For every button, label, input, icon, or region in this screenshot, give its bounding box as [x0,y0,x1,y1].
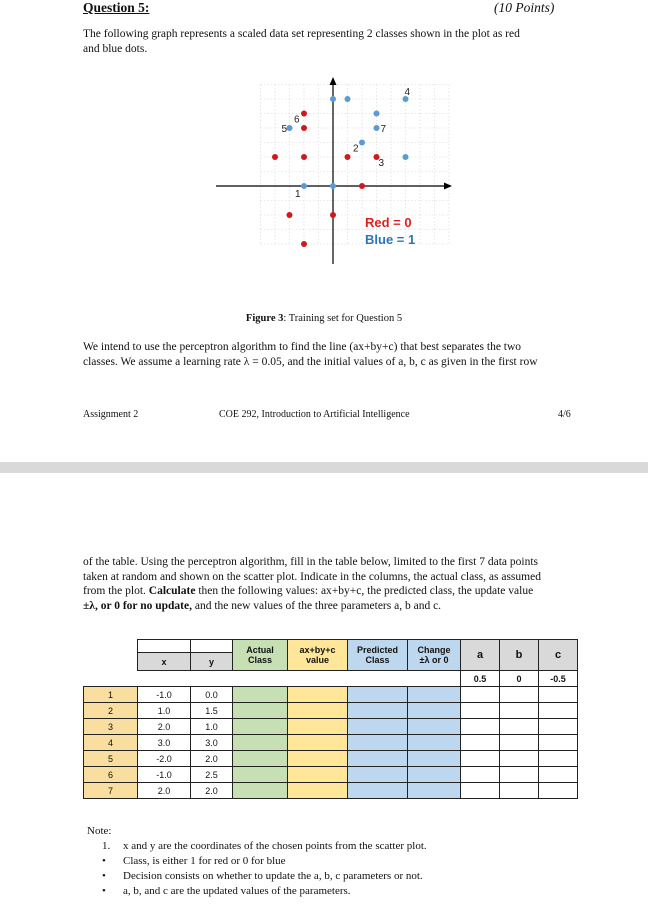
point-label-7: 7 [380,124,387,135]
table-header-row [84,640,578,653]
cell-value[interactable] [288,783,348,799]
initial-blank-idx [84,671,138,687]
cell-a[interactable] [461,735,500,751]
body2-line-3-bold: Calculate [148,585,196,597]
question-points: (10 Points) [494,0,555,15]
point-blue-12 [345,96,351,102]
point-blue-14 [359,140,365,146]
question-title: Question 5: [83,0,150,15]
point-red-15 [359,183,365,189]
cell-predicted-class[interactable] [348,703,408,719]
cell-x: 2.0 [138,783,191,799]
cell-actual-class[interactable] [233,767,288,783]
body2-line-4 [83,599,541,614]
legend-blue: Blue = 1 [365,232,416,247]
cell-change[interactable] [408,735,461,751]
body2-line-3-pre: from the plot. [83,585,149,597]
body2-line-3-post: then the following values: ax+by+c, the predicted class, the update value [195,585,534,597]
point-red-5 [301,154,307,160]
initial-a: 0.5 [461,671,500,687]
body1-line-2: classes. We assume a learning rate λ = 0.05, and the initial values of a, b, c as given in the first row [83,355,538,368]
body2-line-4-post: and the new values of the three parameters a, b and c. [191,599,442,612]
intro-line-1: The following graph represents a scaled data set representing 2 classes shown in the plot as red [83,28,520,40]
cell-c[interactable] [539,703,578,719]
header-change [408,640,461,671]
note-item-marker: 1. [102,840,111,852]
point-label-2: 2 [353,143,359,155]
header-c: c [539,640,578,671]
header-blank [84,640,138,671]
point-red-13 [345,154,351,160]
cell-x: -1.0 [138,687,191,703]
footer-left: Assignment 2 [83,409,139,420]
note-section [87,824,427,899]
cell-a[interactable] [461,783,500,799]
cell-change[interactable] [408,783,461,799]
initial-blank-val [288,671,348,687]
cell-x: 2.0 [138,719,191,735]
cell-actual-class[interactable] [233,735,288,751]
note-title: Note: [87,825,112,837]
cell-change[interactable] [408,767,461,783]
body2-line-1: of the table. Using the perceptron algorithm, fill in the table below, limited to the first 7 data points [83,556,538,568]
point-red-4 [301,125,307,131]
table-row [84,783,578,799]
initial-blank-pred [348,671,408,687]
initial-c: -0.5 [539,671,578,687]
legend-red: Red = 0 [365,215,412,230]
note-item [87,869,427,884]
table-row [84,687,578,703]
point-blue-16 [374,111,380,117]
cell-value[interactable] [288,703,348,719]
table-row [84,767,578,783]
initial-values-row [84,671,578,687]
header-predicted-class [348,640,408,671]
cell-c[interactable] [539,687,578,703]
row-index: 5 [84,751,138,767]
header-actual-line2: Class [247,655,273,665]
cell-change[interactable] [408,751,461,767]
cell-y: 2.0 [191,751,233,767]
cell-actual-class[interactable] [233,687,288,703]
row-index: 1 [84,687,138,703]
note-item [87,884,427,899]
point-red-11 [330,212,336,218]
cell-a[interactable] [461,751,500,767]
cell-c[interactable] [539,719,578,735]
perceptron-table [83,639,578,799]
initial-blank-x [138,671,191,687]
cell-y: 3.0 [191,735,233,751]
header-value-line1: ax+by+c [299,645,336,655]
y-axis-arrow [330,77,337,85]
cell-predicted-class[interactable] [348,751,408,767]
footer-page-number: 4/6 [558,409,571,420]
body2-line-2: taken at random and shown on the scatter plot. Indicate in the columns, the actual class, as assumed [83,570,541,583]
note-item-marker: • [102,885,106,897]
point-label-4: 4 [404,87,411,98]
cell-predicted-class[interactable] [348,767,408,783]
header-a: a [461,640,500,671]
cell-change[interactable] [408,719,461,735]
table-row [84,703,578,719]
cell-actual-class[interactable] [233,719,288,735]
header-x-top [138,640,191,653]
plot-grid [261,85,450,245]
point-red-3 [301,111,307,117]
note-item-marker: • [102,870,106,882]
cell-value[interactable] [288,687,348,703]
cell-a[interactable] [461,703,500,719]
cell-value[interactable] [288,719,348,735]
cell-y: 2.0 [191,783,233,799]
body-paragraph-2 [83,555,541,613]
table-row [84,719,578,735]
note-item-text: Decision consists on whether to update the a, b, c parameters or not. [123,870,423,882]
cell-b[interactable] [500,767,539,783]
cell-b[interactable] [500,703,539,719]
row-index: 6 [84,767,138,783]
header-value [288,640,348,671]
header-y-top [191,640,233,653]
point-red-1 [272,154,278,160]
cell-b[interactable] [500,735,539,751]
header-actual-class [233,640,288,671]
note-item-text: a, b, and c are the updated values of the parameters. [123,885,351,897]
header-b: b [500,640,539,671]
header-value-line2: value [305,655,329,665]
header-actual-line1: Actual [246,645,274,655]
note-item [87,854,427,869]
x-axis-arrow [444,183,452,190]
point-blue-9 [330,96,336,102]
cell-x: -1.0 [138,767,191,783]
initial-blank-y [191,671,233,687]
cell-x: -2.0 [138,751,191,767]
body2-line-4-bold: ±λ, or 0 for no update, [83,599,192,612]
cell-predicted-class[interactable] [348,783,408,799]
cell-c[interactable] [539,767,578,783]
note-item-text: x and y are the coordinates of the chosen points from the scatter plot. [123,840,427,852]
cell-a[interactable] [461,687,500,703]
row-index: 3 [84,719,138,735]
cell-predicted-class[interactable] [348,735,408,751]
cell-b[interactable] [500,687,539,703]
cell-predicted-class[interactable] [348,687,408,703]
cell-y: 1.0 [191,719,233,735]
header-change-line1: Change [417,645,451,655]
body1-line-1: We intend to use the perceptron algorithm to find the line (ax+by+c) that best separates the two [83,341,522,353]
cell-change[interactable] [408,687,461,703]
row-index: 2 [84,703,138,719]
cell-change[interactable] [408,703,461,719]
point-blue-20 [403,154,409,160]
cell-a[interactable] [461,719,500,735]
header-x: x [138,653,191,671]
header-y: y [191,653,233,671]
header-pred-line2: Class [365,655,390,665]
point-red-7 [287,212,293,218]
point-blue-10 [330,183,336,189]
cell-x: 1.0 [138,703,191,719]
body2-line-3 [83,584,541,599]
page-two [0,473,648,904]
intro-line-2: and blue dots. [83,42,148,55]
cell-y: 2.5 [191,767,233,783]
cell-value[interactable] [288,767,348,783]
cell-y: 1.5 [191,703,233,719]
point-label-1: 1 [295,189,301,200]
figure-caption-label: Figure 3 [245,313,284,324]
figure-caption [0,313,648,324]
point-blue-2 [287,125,293,131]
cell-value[interactable] [288,735,348,751]
point-label-6: 6 [294,114,300,126]
page-separator [0,462,648,473]
body-paragraph-1 [83,340,538,369]
cell-actual-class[interactable] [233,751,288,767]
initial-b: 0 [500,671,539,687]
note-item-text: Class, is either 1 for red or 0 for blue [123,855,286,867]
cell-predicted-class[interactable] [348,719,408,735]
cell-y: 0.0 [191,687,233,703]
cell-actual-class[interactable] [233,703,288,719]
initial-blank-chg [408,671,461,687]
cell-b[interactable] [500,719,539,735]
initial-blank-act [233,671,288,687]
header-pred-line1: Predicted [356,645,398,655]
cell-c[interactable] [539,751,578,767]
table-row [84,751,578,767]
cell-a[interactable] [461,767,500,783]
note-list [87,839,427,899]
cell-b[interactable] [500,783,539,799]
point-blue-6 [301,183,307,189]
cell-actual-class[interactable] [233,783,288,799]
table-row [84,735,578,751]
point-label-5: 5 [281,124,288,135]
note-item [87,839,427,854]
figure-caption-text: : Training set for Question 5 [283,313,403,324]
point-blue-17 [374,125,380,131]
cell-b[interactable] [500,751,539,767]
row-index: 4 [84,735,138,751]
point-red-8 [301,241,307,247]
cell-x: 3.0 [138,735,191,751]
cell-c[interactable] [539,783,578,799]
point-label-3: 3 [378,158,385,169]
footer-center: COE 292, Introduction to Artificial Intelligence [219,409,410,420]
row-index: 7 [84,783,138,799]
cell-value[interactable] [288,751,348,767]
header-change-line2: ±λ or 0 [419,655,449,665]
note-item-marker: • [102,855,106,867]
cell-c[interactable] [539,735,578,751]
